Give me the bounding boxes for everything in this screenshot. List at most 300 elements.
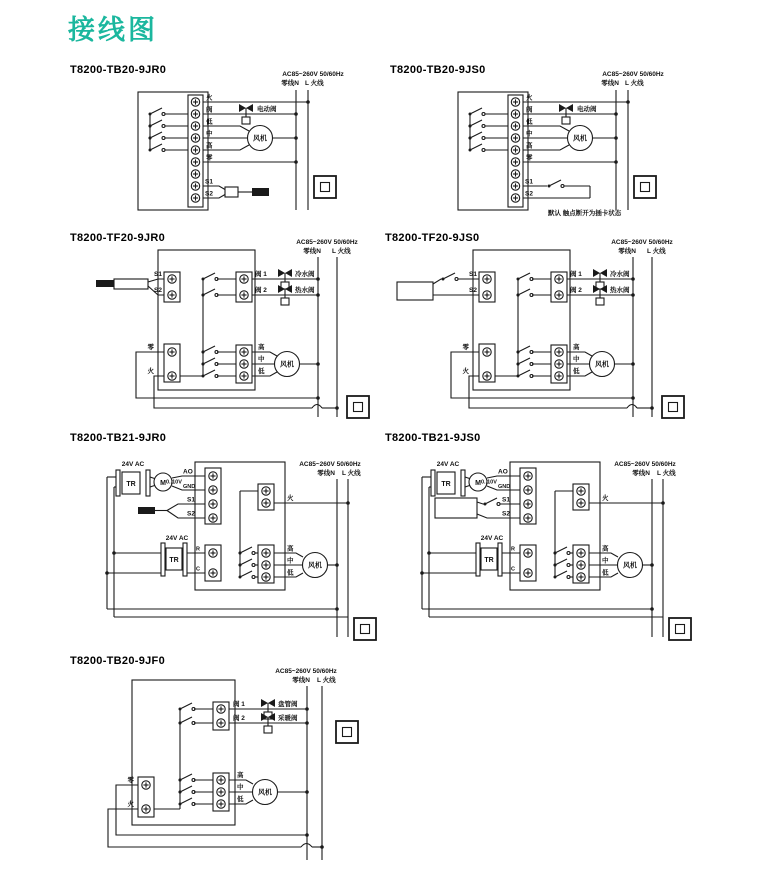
r-label: R (196, 546, 200, 553)
transformer-2 (476, 535, 520, 576)
relay-switch-icon (202, 289, 219, 297)
fan-low-label: 低 (602, 569, 609, 577)
wall-box-icon (354, 618, 376, 640)
relay-switch-icon (202, 273, 219, 281)
heating-valve-label: 采暖阀 (278, 715, 298, 722)
junction-dot (420, 571, 424, 575)
card-default-note: 默认 触点断开为插卡状态 (548, 210, 622, 217)
hot-valve-label: 热水阀 (610, 287, 630, 294)
relay-switch-icon (149, 108, 166, 116)
live-line-label: L 火线 (342, 470, 361, 477)
fan-low-label: 低 (237, 796, 244, 803)
screw-terminal (191, 182, 199, 190)
coil-valve-label: 盘管阀 (278, 701, 298, 708)
gnd-label: GND (183, 484, 196, 490)
screw-terminal (209, 472, 217, 480)
screw-terminal (262, 561, 270, 569)
terminal-label-s1: S1 (525, 178, 533, 186)
screw-terminal (240, 348, 248, 356)
signal-range-label: 0..10V (166, 479, 182, 486)
relay-switch-icon (554, 571, 571, 579)
junction-dot (305, 721, 309, 725)
screw-terminal (262, 549, 270, 557)
relay-switch-icon (179, 786, 196, 794)
junction-dot (112, 551, 116, 555)
motor-valve-label: 电动阀 (577, 106, 597, 113)
signal-wires (166, 469, 205, 491)
junction-dot (294, 112, 298, 116)
relay-switch-icon (554, 559, 571, 567)
screw-terminal (191, 110, 199, 118)
r-label: R (511, 546, 515, 553)
power-voltage-label: AC85~260V 50/60Hz (611, 239, 673, 246)
screw-terminal (168, 348, 176, 356)
terminal-labels (205, 93, 213, 198)
terminal-label-s1: S1 (205, 178, 213, 186)
schematic-tb20-9jf0 (70, 655, 380, 867)
screw-terminal (511, 170, 519, 178)
relay-switch-icon (517, 370, 534, 378)
screw-terminal (577, 499, 585, 507)
relay-switch-icon (239, 571, 256, 579)
junction-dot (631, 362, 635, 366)
fan-low-label: 低 (287, 569, 294, 577)
junction-dot (320, 845, 324, 849)
diagram-t8200-tf20-9jr0 (70, 232, 380, 428)
relay-switch-icon (149, 120, 166, 128)
relay-switch-icon (517, 358, 534, 366)
terminal-label-s2: S2 (154, 287, 162, 294)
screw-terminal (483, 372, 491, 380)
diagram-title: T8200-TB21-9JS0 (385, 432, 481, 444)
transformer-1 (116, 461, 172, 496)
fire-label: 火 (147, 368, 154, 375)
signal-range-label: 0..10V (481, 479, 497, 486)
card-switch-icon (548, 180, 565, 188)
diagram-title: T8200-TB20-9JS0 (390, 64, 486, 76)
screw-terminal (577, 573, 585, 581)
fan-high-label: 高 (287, 545, 294, 553)
thermostat-body (138, 92, 208, 210)
junction-dot (631, 293, 635, 297)
transformer-label: TR (441, 481, 451, 488)
screw-terminal (511, 158, 519, 166)
schematic-tf20-9jr0 (70, 232, 380, 428)
sensor-probe-icon (138, 507, 155, 514)
screw-terminal (524, 500, 532, 508)
power-column (611, 239, 673, 417)
junction-dot (305, 833, 309, 837)
screw-terminal (262, 573, 270, 581)
ac24-label: 24V AC (480, 535, 504, 542)
power-voltage-label: AC85~260V 50/60Hz (275, 668, 337, 675)
terminal-label-valve: 阀 (206, 106, 213, 114)
diagram-title: T8200-TF20-9JR0 (70, 232, 165, 244)
screw-terminal (511, 194, 519, 202)
sensor-plug (225, 187, 238, 197)
terminal-label-low: 低 (206, 118, 213, 126)
valve1-label: 阀 1 (570, 271, 582, 278)
signal-wires (481, 469, 520, 491)
junction-dot (614, 160, 618, 164)
thermostat-body (510, 462, 600, 590)
fire-label: 火 (602, 495, 609, 502)
ao-label: AO (498, 468, 508, 476)
wall-box-icon (336, 721, 358, 743)
relay-switch-icon (179, 774, 196, 782)
wiring (523, 100, 630, 198)
junction-dot (650, 607, 654, 611)
screw-terminal (191, 170, 199, 178)
power-column (299, 461, 361, 637)
neutral-label: 零 (147, 344, 154, 351)
fan-mid-label: 中 (258, 356, 265, 363)
card-switch-icon (442, 273, 459, 281)
thermostat-body (458, 92, 528, 210)
diagram-t8200-tb21-9jr0 (70, 432, 382, 647)
neutral-line-label: 零线N (618, 248, 636, 255)
neutral-line-label: 零线N (601, 80, 619, 87)
terminal-label-s1: S1 (469, 271, 477, 278)
screw-terminal (142, 781, 150, 789)
junction-dot (105, 571, 109, 575)
hot-valve-label: 热水阀 (295, 287, 315, 294)
junction-dot (631, 396, 635, 400)
wall-box-icon (314, 176, 336, 198)
fire-label: 火 (462, 368, 469, 375)
live-line-label: L 火线 (317, 677, 336, 684)
terminal-label-mid: 中 (526, 130, 533, 138)
screw-terminal (168, 291, 176, 299)
screw-terminal (240, 291, 248, 299)
schematic-tf20-9js0 (385, 232, 695, 428)
screw-terminal (168, 275, 176, 283)
transformer-label: TR (484, 557, 494, 564)
junction-dot (294, 160, 298, 164)
junction-dot (650, 406, 654, 410)
junction-dot (335, 563, 339, 567)
screw-terminal (555, 348, 563, 356)
relay-switch-icon (202, 370, 219, 378)
relay-switch-icon (239, 559, 256, 567)
thermostat-body (132, 680, 235, 825)
fire-label: 火 (287, 495, 294, 502)
junction-dot (614, 136, 618, 140)
motor-valve-label: 电动阀 (257, 106, 277, 113)
card-switch-assembly (397, 271, 479, 300)
relay-switch-icon (469, 132, 486, 140)
relay-switch-icon (179, 717, 196, 725)
gnd-label: GND (498, 484, 511, 490)
diagram-t8200-tf20-9js0 (385, 232, 695, 428)
terminal-label-fire: 火 (206, 94, 213, 102)
junction-dot (305, 707, 309, 711)
screw-terminal (191, 98, 199, 106)
live-line-label: L 火线 (332, 248, 351, 255)
junction-dot (316, 277, 320, 281)
power-column (614, 461, 676, 637)
screw-terminal (209, 549, 217, 557)
fan-wiring (589, 544, 654, 578)
junction-dot (346, 501, 350, 505)
screw-terminal (191, 194, 199, 202)
screw-terminal (524, 472, 532, 480)
screw-terminal (511, 122, 519, 130)
neutral-line-label: 零线N (281, 80, 299, 87)
c-label: C (511, 566, 515, 573)
sensor-probe-icon (252, 188, 269, 196)
terminal-label-neutral: 零 (206, 154, 213, 162)
diagram-title: T8200-TB21-9JR0 (70, 432, 167, 444)
motor-label: M (160, 480, 166, 487)
relay-switch-icon (554, 547, 571, 555)
neutral-line-label: 零线N (303, 248, 321, 255)
screw-terminal (142, 805, 150, 813)
screw-terminal (209, 514, 217, 522)
screw-terminal (217, 705, 225, 713)
terminal-label-s1: S1 (502, 496, 510, 504)
relay-switch-icon (517, 289, 534, 297)
wall-box-icon (669, 618, 691, 640)
diagram-title: T8200-TB20-9JR0 (70, 64, 167, 76)
screw-terminal (555, 275, 563, 283)
screw-terminal (577, 561, 585, 569)
screw-terminal (262, 487, 270, 495)
relay-switch-icon (239, 547, 256, 555)
screw-terminal (217, 788, 225, 796)
screw-terminal (209, 500, 217, 508)
relay-switch-icon (179, 798, 196, 806)
cold-valve-label: 冷水阀 (295, 271, 315, 278)
fan-label: 风机 (258, 789, 272, 797)
sensor-probe-icon (96, 280, 114, 287)
screw-terminal (483, 275, 491, 283)
neutral-label: 零 (462, 344, 469, 351)
mains-wiring (105, 477, 350, 617)
power-column (296, 239, 358, 417)
terminal-label-s2: S2 (205, 190, 213, 198)
screw-terminal (524, 569, 532, 577)
relay-switch-icon (202, 346, 219, 354)
schematic-tb21-9jr0 (70, 432, 382, 647)
neutral-label: 零 (127, 777, 134, 784)
transformer-label: TR (126, 481, 136, 488)
junction-dot (335, 406, 339, 410)
screw-terminal (555, 291, 563, 299)
fan-label: 风机 (280, 361, 294, 369)
diagram-t8200-tb21-9js0 (385, 432, 697, 647)
wiring (203, 100, 310, 198)
diagram-t8200-tb20-9jf0 (70, 655, 380, 867)
diagram-title: T8200-TB20-9JF0 (70, 655, 165, 667)
fan-mid-label: 中 (573, 356, 580, 363)
fan-label: 风机 (595, 361, 609, 369)
wall-box-icon (634, 176, 656, 198)
junction-dot (316, 362, 320, 366)
fan-mid-label: 中 (237, 784, 244, 791)
fan-mid-label: 中 (602, 557, 609, 565)
relay-switch-icon (469, 144, 486, 152)
fan-high-label: 高 (573, 344, 580, 351)
screw-terminal (240, 275, 248, 283)
power-voltage-label: AC85~260V 50/60Hz (282, 71, 344, 78)
relay-switch-icon (149, 132, 166, 140)
screw-terminal (483, 291, 491, 299)
wall-box-icon (662, 396, 684, 418)
diagram-t8200-tb20-9jr0 (70, 64, 370, 232)
terminal-label-neutral: 零 (526, 154, 533, 162)
transformer-1 (431, 461, 487, 496)
key-card (435, 498, 477, 518)
relay-switch-icon (517, 346, 534, 354)
relay-switch-icon (149, 144, 166, 152)
screw-terminal (511, 110, 519, 118)
relay-switch-icon (202, 358, 219, 366)
relay-switch-icon (179, 703, 196, 711)
schematic-tb21-9js0 (385, 432, 697, 647)
terminal-label-s1: S1 (154, 271, 162, 278)
terminal-label-s2: S2 (187, 510, 195, 518)
terminal-label-high: 高 (526, 142, 533, 150)
terminal-label-mid: 中 (206, 130, 213, 138)
neutral-line-label: 零线N (317, 470, 335, 477)
valve1-label: 阀 1 (233, 701, 245, 708)
fan-low-label: 低 (258, 368, 265, 375)
key-card (397, 282, 433, 300)
valve2-label: 阀 2 (233, 715, 245, 722)
screw-terminal (555, 372, 563, 380)
neutral-line-label: 零线N (632, 470, 650, 477)
ac24-label: 24V AC (121, 461, 145, 468)
power-column (275, 668, 337, 860)
screw-terminal (262, 499, 270, 507)
junction-dot (335, 607, 339, 611)
screw-terminal (511, 98, 519, 106)
screw-terminal (524, 514, 532, 522)
screw-terminal (209, 486, 217, 494)
relay-switch-icon (517, 273, 534, 281)
sensor-assembly (96, 271, 164, 295)
thermostat-body (158, 250, 255, 390)
terminal-label-s1: S1 (187, 496, 195, 504)
terminal-label-s2: S2 (469, 287, 477, 294)
ao-label: AO (183, 468, 193, 476)
power-voltage-label: AC85~260V 50/60Hz (299, 461, 361, 468)
relay-switch-icon (469, 108, 486, 116)
screw-terminal (511, 134, 519, 142)
terminal-label-s2: S2 (502, 510, 510, 518)
terminal-label-low: 低 (526, 118, 533, 126)
terminal-labels (525, 93, 533, 198)
terminal-label-fire: 火 (526, 94, 533, 102)
fan-label: 风机 (308, 562, 322, 570)
fan-label: 风机 (253, 135, 267, 143)
ac24-label: 24V AC (436, 461, 460, 468)
power-voltage-label: AC85~260V 50/60Hz (296, 239, 358, 246)
neutral-line-label: 零线N (292, 677, 310, 684)
diagram-t8200-tb20-9js0 (390, 64, 720, 234)
screw-terminal (191, 134, 199, 142)
wire-jump (627, 405, 637, 409)
live-line-label: L 火线 (305, 80, 324, 87)
schematic-tb20-9js0 (390, 64, 720, 234)
cold-valve-label: 冷水阀 (610, 271, 630, 278)
sensor-cable (114, 279, 148, 289)
card-switch-assembly (435, 497, 520, 519)
screw-terminal (217, 800, 225, 808)
live-line-label: L 火线 (647, 248, 666, 255)
schematic-tb20-9jr0 (70, 64, 370, 232)
wall-box-icon (347, 396, 369, 418)
junction-dot (650, 563, 654, 567)
screw-terminal (577, 487, 585, 495)
junction-dot (316, 396, 320, 400)
transformer-2 (161, 535, 205, 576)
terminal-label-high: 高 (206, 142, 213, 150)
fan-high-label: 高 (258, 344, 265, 351)
junction-dot (306, 100, 310, 104)
card-switch-icon (484, 498, 501, 506)
screw-terminal (555, 360, 563, 368)
fan-mid-label: 中 (287, 557, 294, 565)
screw-terminal (240, 360, 248, 368)
screw-terminal (511, 146, 519, 154)
c-label: C (196, 566, 200, 573)
live-line-label: L 火线 (657, 470, 676, 477)
valve2-label: 阀 2 (570, 287, 582, 294)
fan-label: 风机 (573, 135, 587, 143)
transformer-label: TR (169, 557, 179, 564)
junction-dot (316, 293, 320, 297)
screw-terminal (511, 182, 519, 190)
screw-terminal (191, 146, 199, 154)
junction-dot (305, 790, 309, 794)
screw-terminal (524, 549, 532, 557)
junction-dot (661, 501, 665, 505)
screw-terminal (577, 549, 585, 557)
screw-terminal (191, 122, 199, 130)
thermostat-body (473, 250, 570, 390)
screw-terminal (168, 372, 176, 380)
thermostat-body (195, 462, 285, 590)
screw-terminal (524, 486, 532, 494)
fan-wiring (274, 544, 339, 578)
screw-terminal (217, 719, 225, 727)
relay-switch-icon (469, 120, 486, 128)
screw-terminal (483, 348, 491, 356)
fan-low-label: 低 (573, 368, 580, 375)
screw-terminal (209, 569, 217, 577)
fire-label: 火 (127, 801, 134, 808)
screw-terminal (240, 372, 248, 380)
wire-jump (312, 405, 322, 409)
fan-high-label: 高 (602, 545, 609, 553)
motor-label: M (475, 480, 481, 487)
terminal-label-valve: 阀 (526, 106, 533, 114)
junction-dot (614, 112, 618, 116)
screw-terminal (217, 776, 225, 784)
valve2-label: 阀 2 (255, 287, 267, 294)
junction-dot (427, 551, 431, 555)
terminal-label-s2: S2 (525, 190, 533, 198)
junction-dot (294, 136, 298, 140)
page-title: 接线图 (68, 15, 158, 45)
power-voltage-label: AC85~260V 50/60Hz (602, 71, 664, 78)
junction-dot (626, 100, 630, 104)
fan-label: 风机 (623, 562, 637, 570)
screw-terminal (191, 158, 199, 166)
power-voltage-label: AC85~260V 50/60Hz (614, 461, 676, 468)
